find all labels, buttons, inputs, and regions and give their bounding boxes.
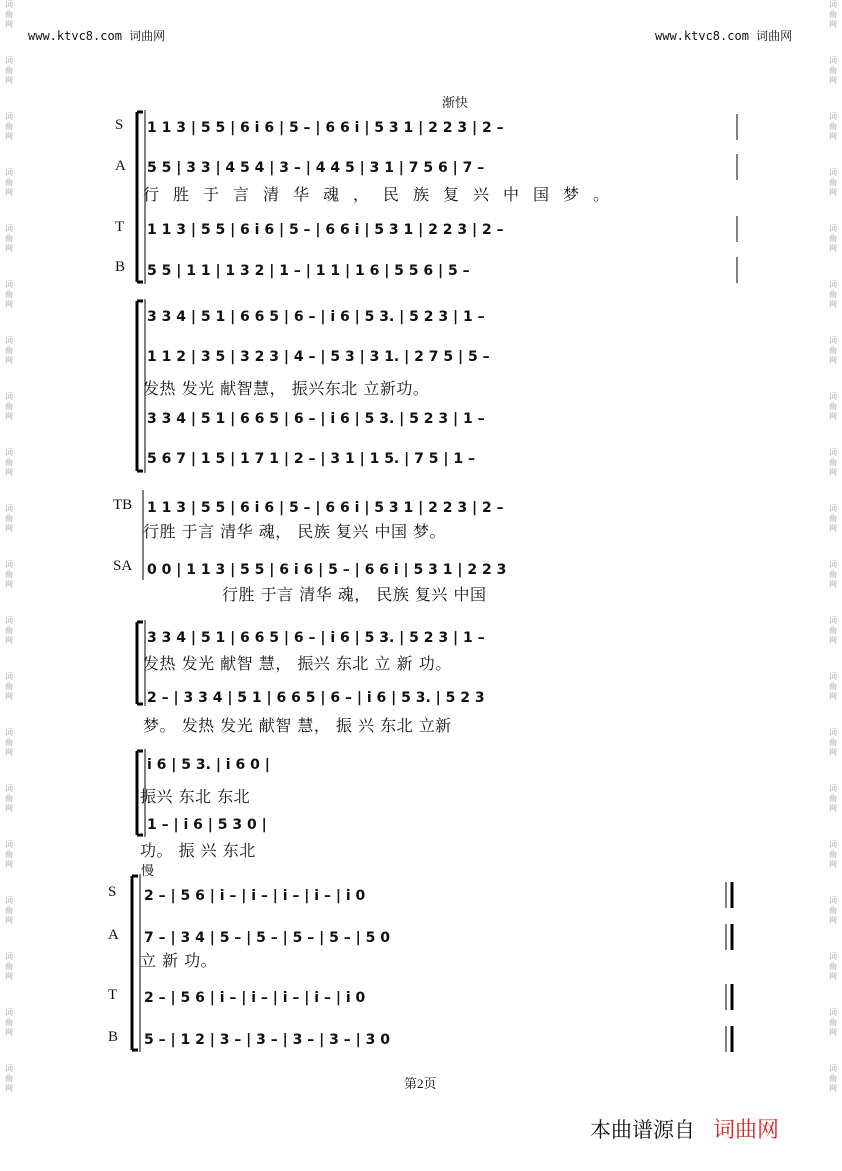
lyric-line-1: 行胜于言清华魂，民族复兴中国梦。 bbox=[143, 185, 624, 204]
brand-name[interactable]: 词曲网 bbox=[713, 1118, 780, 1143]
svg-text:3 3 4 | 5 1 | 6 6 5 | 6: 3 3 4 | 5 1 | 6 6 5 | 6 – | i 6 | 5 3. | 5 2 3 | 1 – bbox=[147, 411, 485, 427]
lyric-line-3: 行胜 于言 清华 魂， 民族 复兴 中国 梦。 bbox=[143, 522, 447, 541]
lyric-line-9: 立 新 功。 bbox=[140, 951, 218, 970]
lyric-line-2: 发热 发光 献智慧， 振兴东北 立新功。 bbox=[143, 379, 430, 398]
lyric-line-6: 梦。 发热 发光 献智 慧， 振 兴 东北 立新 bbox=[143, 716, 452, 735]
svg-text:5 – | 1 2 | 3 – | 3 – |: 5 – | 1 2 | 3 – | 3 – | 3 – | 3 – | 3 0 bbox=[144, 1032, 390, 1048]
svg-text:3 3 4 | 5 1 | 6 6 5 | 6 –: 3 3 4 | 5 1 | 6 6 5 | 6 – | i 6 | 5 3. | 5 2 3 | 1 – bbox=[147, 630, 485, 646]
voice-t-2: T bbox=[108, 987, 118, 1003]
header-right[interactable]: www.ktvc8.com 词曲网 bbox=[655, 29, 793, 43]
svg-text:1 1 3 | 5 5 | 6 i 6 | 5: 1 1 3 | 5 5 | 6 i 6 | 5 – | 6 6 i | 5 3 1 | 2 2 3 | 2 – bbox=[147, 222, 504, 238]
svg-text:7 – | 3 4 | 5 – | 5 – |: 7 – | 3 4 | 5 – | 5 – | 5 – | 5 – | 5 0 bbox=[144, 930, 390, 946]
voice-tb: TB bbox=[113, 497, 133, 513]
header-left[interactable]: www.ktvc8.com 词曲网 bbox=[28, 29, 166, 43]
svg-text:1 – | i 6 | 5 3 0 |: 1 – | i 6 | 5 3 0 | bbox=[147, 817, 267, 833]
svg-text:2 – | 3 3 4 | 5 1 | 6 6: 2 – | 3 3 4 | 5 1 | 6 6 5 | 6 – | i 6 | 5 3. | 5 2 3 bbox=[147, 690, 485, 706]
svg-text:i 6 | 5 3. | i 6 0 |: i 6 | 5 3. | i 6 0 | bbox=[147, 757, 270, 773]
svg-text:5 5 | 1 1 | 1 3 2 | 1 –: 5 5 | 1 1 | 1 3 2 | 1 – | 1 1 | 1 6 | 5 5 6 | 5 – bbox=[147, 263, 470, 279]
svg-text:3 3 4 | 5 1 | 6 6 5 | 6: 3 3 4 | 5 1 | 6 6 5 | 6 – | i 6 | 5 3. | 5 2 3 | 1 – bbox=[147, 309, 485, 325]
voice-b: B bbox=[115, 259, 126, 275]
voice-t: T bbox=[115, 219, 125, 235]
voice-a: A bbox=[115, 158, 126, 174]
voice-b-2: B bbox=[108, 1029, 119, 1045]
voice-s: S bbox=[115, 117, 124, 133]
svg-text:1 1 3 | 5 5 | 6 i 6 | 5: 1 1 3 | 5 5 | 6 i 6 | 5 – | 6 6 i | 5 3 1 | 2 2 3 | 2 – bbox=[147, 120, 504, 136]
svg-text:5 6 7 | 1 5 | 1 7 1 | 2: 5 6 7 | 1 5 | 1 7 1 | 2 – | 3 1 | 1 5. | 7 5 | 1 – bbox=[147, 451, 475, 467]
tempo-slow: 慢 bbox=[141, 864, 155, 879]
svg-text:1 1 2 | 3 5 | 3 2 3 | 4: 1 1 2 | 3 5 | 3 2 3 | 4 – | 5 3 | 3 1. | 2 7 5 | 5 – bbox=[147, 349, 490, 365]
voice-s-2: S bbox=[108, 884, 117, 900]
lyric-line-5: 发热 发光 献智 慧， 振兴 东北 立 新 功。 bbox=[143, 654, 452, 673]
left-watermark: 词曲网 词曲网 词曲网 词曲网 词曲网 词曲网 词曲网 词曲网 词曲网 词曲网 词曲网 词曲网 词曲网 词曲网 词曲网 词曲网 词曲网 词曲网 词曲网 词曲网 bbox=[5, 0, 13, 1093]
voice-a-2: A bbox=[108, 927, 119, 943]
voice-sa: SA bbox=[113, 558, 133, 574]
svg-text:0 0 | 1 1 3 | 5 5 | 6 i 6: 0 0 | 1 1 3 | 5 5 | 6 i 6 | 5 – | 6 6 i | 5 3 1 | 2 2 3 bbox=[147, 562, 507, 578]
source-credit bbox=[590, 1113, 779, 1144]
svg-text:2 – | 5 6 | i – | i – |: 2 – | 5 6 | i – | i – | i – | i – | i 0 bbox=[144, 990, 366, 1006]
lyric-line-4: 行胜 于言 清华 魂， 民族 复兴 中国 bbox=[222, 585, 487, 604]
lyric-line-8: 功。 振 兴 东北 bbox=[140, 841, 256, 860]
svg-text:2 – | 5 6 | i – | i – |: 2 – | 5 6 | i – | i – | i – | i – | i 0 bbox=[144, 888, 366, 904]
right-watermark: 词曲网 词曲网 词曲网 词曲网 词曲网 词曲网 词曲网 词曲网 词曲网 词曲网 词曲网 词曲网 词曲网 词曲网 词曲网 词曲网 词曲网 词曲网 词曲网 词曲网 bbox=[829, 0, 837, 1093]
tempo-accel: 渐快 bbox=[442, 96, 469, 111]
svg-text:5 5 | 3 3 | 4 5 4 | 3 –: 5 5 | 3 3 | 4 5 4 | 3 – | 4 4 5 | 3 1 | 7 5 6 | 7 – bbox=[147, 160, 485, 176]
svg-text:1 1 3 | 5 5 | 6 i 6 | 5 –: 1 1 3 | 5 5 | 6 i 6 | 5 – | 6 6 i | 5 3 1 | 2 2 3 | 2 – bbox=[147, 500, 504, 516]
lyric-line-7: 振兴 东北 东北 bbox=[140, 787, 251, 806]
source-label: 本曲谱源自 bbox=[590, 1118, 695, 1142]
page-number: 第2页 bbox=[404, 1076, 437, 1091]
